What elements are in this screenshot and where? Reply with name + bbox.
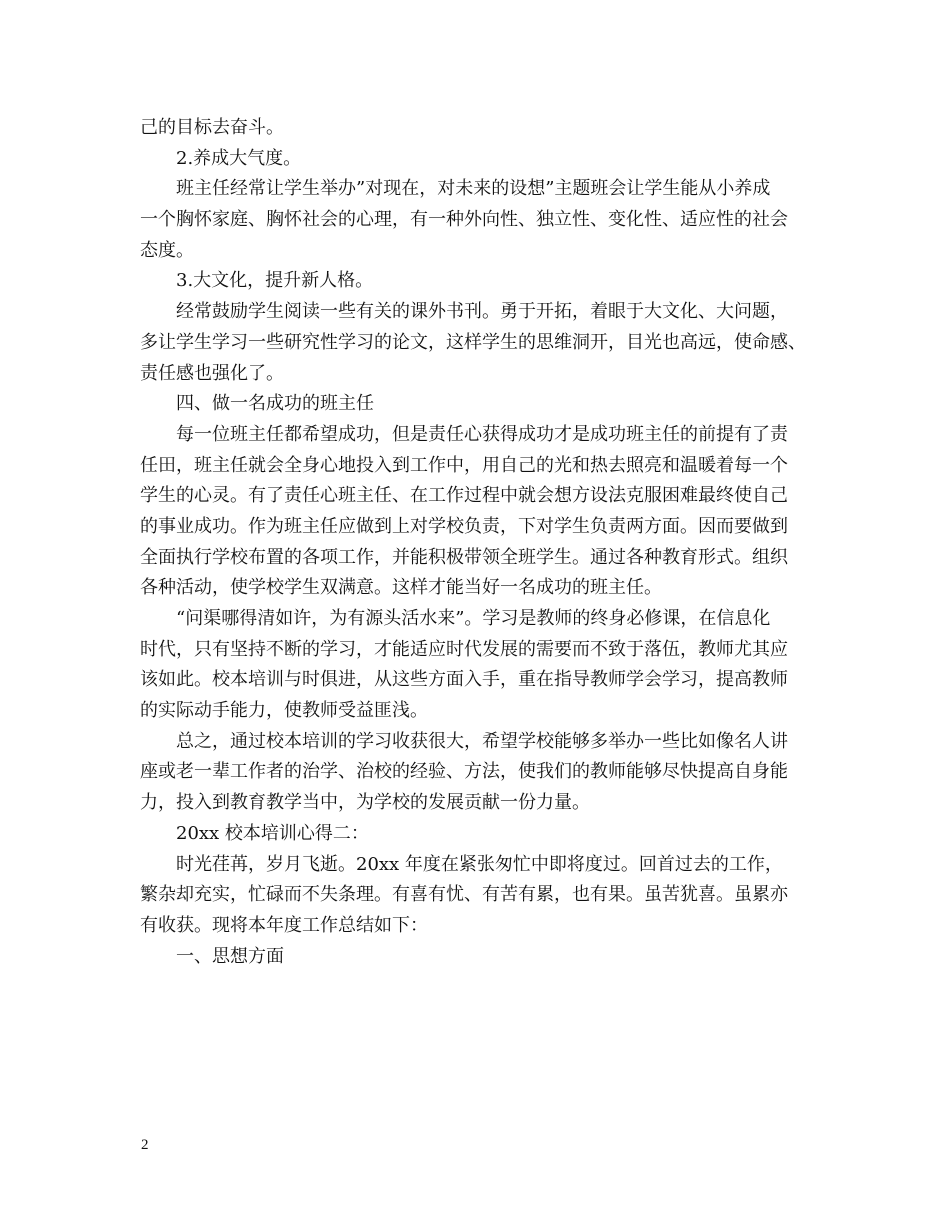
text-line: 总之，通过校本培训的学习收获很大，希望学校能够多举办一些比如像名人讲: [176, 730, 788, 752]
text-line: 力，投入到教育教学当中，为学校的发展贡献一份力量。: [140, 792, 590, 814]
text-line: 20xx 校本培训心得二：: [176, 822, 369, 844]
text-line: 有收获。现将本年度工作总结如下：: [140, 914, 428, 936]
text-line: 的事业成功。作为班主任应做到上对学校负责，下对学生负责两方面。因而要做到: [140, 515, 788, 537]
text-line: 责任感也强化了。: [140, 362, 284, 384]
text-line: 时光荏苒，岁月飞逝。20xx 年度在紧张匆忙中即将度过。回首过去的工作，: [176, 853, 783, 875]
page-number: 2: [141, 1137, 149, 1153]
text-line: 多让学生学习一些研究性学习的论文，这样学生的思维洞开，目光也高远，使命感、: [140, 331, 806, 353]
text-line: 3.大文化，提升新人格。: [176, 270, 374, 292]
text-line: “问渠哪得清如许，为有源头活水来”。学习是教师的终身必修课，在信息化: [176, 608, 771, 629]
text-line: 全面执行学校布置的各项工作，并能积极带领全班学生。通过各种教育形式。组织: [140, 546, 788, 568]
text-line: 经常鼓励学生阅读一些有关的课外书刊。勇于开拓，着眼于大文化、大问题，: [176, 301, 788, 323]
text-line: 2.养成大气度。: [176, 147, 302, 169]
text-line: 该如此。校本培训与时俱进，从这些方面入手，重在指导教师学会学习，提高教师: [140, 669, 788, 691]
text-line: 的实际动手能力，使教师受益匪浅。: [140, 700, 428, 722]
text-line: 四、做一名成功的班主任: [176, 393, 374, 415]
text-line: 每一位班主任都希望成功，但是责任心获得成功才是成功班主任的前提有了责: [176, 423, 788, 445]
text-line: 班主任经常让学生举办”对现在，对未来的设想”主题班会让学生能从小养成: [176, 178, 771, 200]
text-line: 一、思想方面: [176, 945, 284, 967]
text-line: 各种活动，使学校学生双满意。这样才能当好一名成功的班主任。: [140, 577, 662, 599]
text-line: 态度。: [140, 239, 194, 261]
text-line: 学生的心灵。有了责任心班主任、在工作过程中就会想方设法克服困难最终使自己: [140, 485, 788, 507]
text-line: 任田，班主任就会全身心地投入到工作中，用自己的光和热去照亮和温暖着每一个: [140, 454, 788, 476]
text-line: 繁杂却充实，忙碌而不失条理。有喜有忧、有苦有累，也有果。虽苦犹喜。虽累亦: [140, 884, 788, 906]
document-body: [140, 113, 820, 972]
text-line: 时代，只有坚持不断的学习，才能适应时代发展的需要而不致于落伍，教师尤其应: [140, 638, 788, 660]
text-line: 座或老一辈工作者的治学、治校的经验、方法，使我们的教师能够尽快提高自身能: [140, 761, 788, 783]
text-line: 己的目标去奋斗。: [140, 117, 284, 138]
text-line: 一个胸怀家庭、胸怀社会的心理，有一种外向性、独立性、变化性、适应性的社会: [140, 209, 788, 231]
